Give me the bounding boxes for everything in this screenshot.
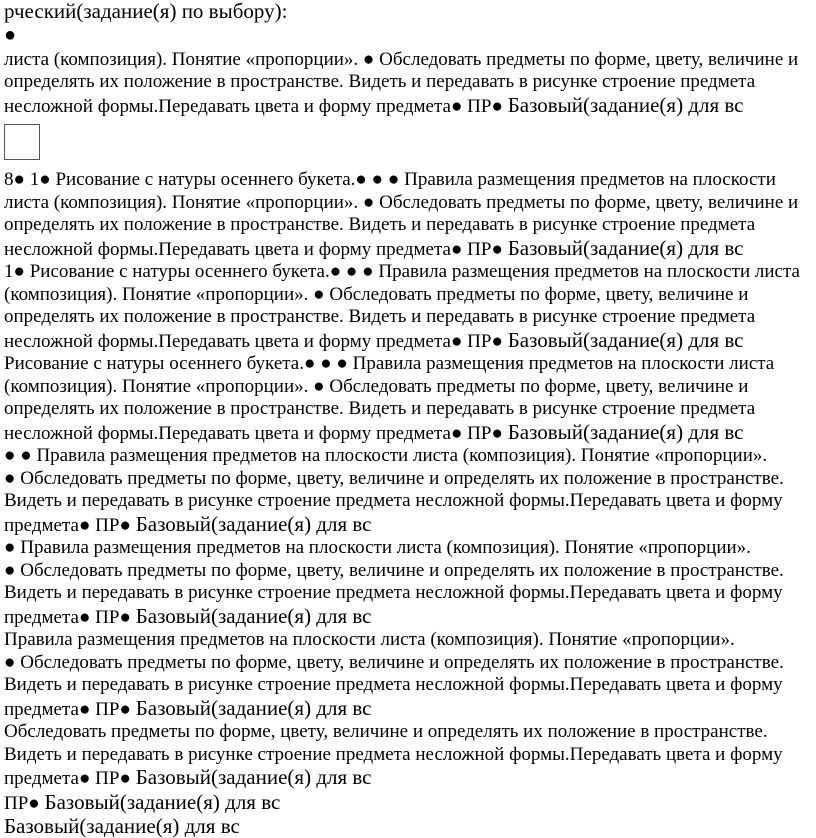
text-line: 1● Рисование с натуры осеннего букета.● ● ● Правила размещения предметов на плоскости листа [4,261,800,282]
text-block-6 [4,537,812,629]
level-label: Базовый(задание(я) для вс [135,511,372,536]
text-line-final [4,329,812,354]
text-line: определять их положение в пространстве. Видеть и передавать в рисунке строение предмета [4,306,756,327]
text-line: Видеть и передавать в рисунке строение предмета несложной формы.Передавать цвета и форму [4,582,783,603]
text-line-final [4,513,812,538]
level-label: Базовый(задание(я) для вс [507,327,744,352]
text-span: несложной формы.Передавать цвета и форму предмета● ПР● [4,95,508,117]
text-line: ● Правила размещения предметов на плоскости листа (композиция). Понятие «пропорции». [4,537,751,558]
level-label: Базовый(задание(я) для вс [507,419,744,444]
text-line: листа (композиция). Понятие «пропорции». ● Обследовать предметы по форме, цвету, величине и [4,191,799,213]
text-line: Видеть и передавать в рисунке строение предмета несложной формы.Передавать цвета и форму [4,743,783,765]
level-label: Базовый(задание(я) для вс [4,814,240,838]
text-block-9 [4,791,812,816]
bullet-line: ● [4,23,17,46]
text-line: определять их положение в пространстве. Видеть и передавать в рисунке строение предмета [4,214,756,235]
text-span: предмета● ПР● [4,698,136,720]
text-line: листа (композиция). Понятие «пропорции». ● Обследовать предметы по форме, цвету, величине и [4,48,799,70]
text-span: предмета● ПР● [4,514,136,536]
text-line-final [4,237,812,262]
text-line: Видеть и передавать в рисунке строение предмета несложной формы.Передавать цвета и форму [4,674,783,695]
text-line: Обследовать предметы по форме, цвету, величине и определять их положение в пространстве. [4,721,768,742]
header-block [4,0,812,49]
text-block-4 [4,353,812,445]
text-line: (композиция). Понятие «пропорции». ● Обследовать предметы по форме, цвету, величине и [4,375,749,397]
text-span: предмета● ПР● [4,768,136,789]
text-span: несложной формы.Передавать цвета и форму предмета● ПР● [4,238,508,260]
text-line: определять их положение в пространстве. Видеть и передавать в рисунке строение предмета [4,398,756,419]
text-line: ● Обследовать предметы по форме, цвету, величине и определять их положение в пространстве. [4,559,784,581]
level-label: Базовый(задание(я) для вс [507,235,744,260]
text-line: Рисование с натуры осеннего букета.● ● ● Правила размещения предметов на плоскости листа [4,353,775,374]
text-span: предмета● ПР● [4,606,136,628]
text-line: 8● 1● Рисование с натуры осеннего букета.● ● ● Правила размещения предметов на плоскости [4,169,776,190]
text-line: Видеть и передавать в рисунке строение предмета несложной формы.Передавать цвета и форму [4,490,783,511]
text-line: ● Обследовать предметы по форме, цвету, величине и определять их положение в пространстве. [4,651,784,673]
text-line: определять их положение в пространстве. Видеть и передавать в рисунке строение предмета [4,71,756,92]
text-span: ПР● [4,792,45,814]
text-block-5 [4,445,812,537]
level-label: Базовый(задание(я) для вс [135,695,372,720]
text-line-final [4,605,812,630]
level-label: Базовый(задание(я) для вс [44,789,281,814]
text-line-final [4,94,812,119]
text-line: Правила размещения предметов на плоскости листа (композиция). Понятие «пропорции». [4,629,735,650]
level-label: Базовый(задание(я) для вс [507,92,744,117]
text-block-3 [4,261,812,353]
text-block-8 [4,721,812,791]
text-block-2 [4,169,812,261]
document-page [4,0,812,838]
text-block-1 [4,49,812,119]
text-span: несложной формы.Передавать цвета и форму предмета● ПР● [4,422,508,444]
text-line-final [4,421,812,446]
text-line-final [4,697,812,722]
header-line: рческий(задание(я) по выбору): [4,0,288,23]
text-block-10 [4,815,812,838]
text-line-final [4,766,812,791]
text-line: ● Обследовать предметы по форме, цвету, величине и определять их положение в пространстве. [4,467,784,489]
text-block-7 [4,629,812,721]
text-line: (композиция). Понятие «пропорции». ● Обследовать предметы по форме, цвету, величине и [4,283,749,305]
text-line-final [4,791,812,816]
text-span: несложной формы.Передавать цвета и форму предмета● ПР● [4,330,508,352]
level-label: Базовый(задание(я) для вс [135,603,372,628]
text-line: ● ● Правила размещения предметов на плоскости листа (композиция). Понятие «пропорции». [4,445,768,466]
empty-frame [4,124,40,160]
level-label: Базовый(задание(я) для вс [135,765,372,789]
